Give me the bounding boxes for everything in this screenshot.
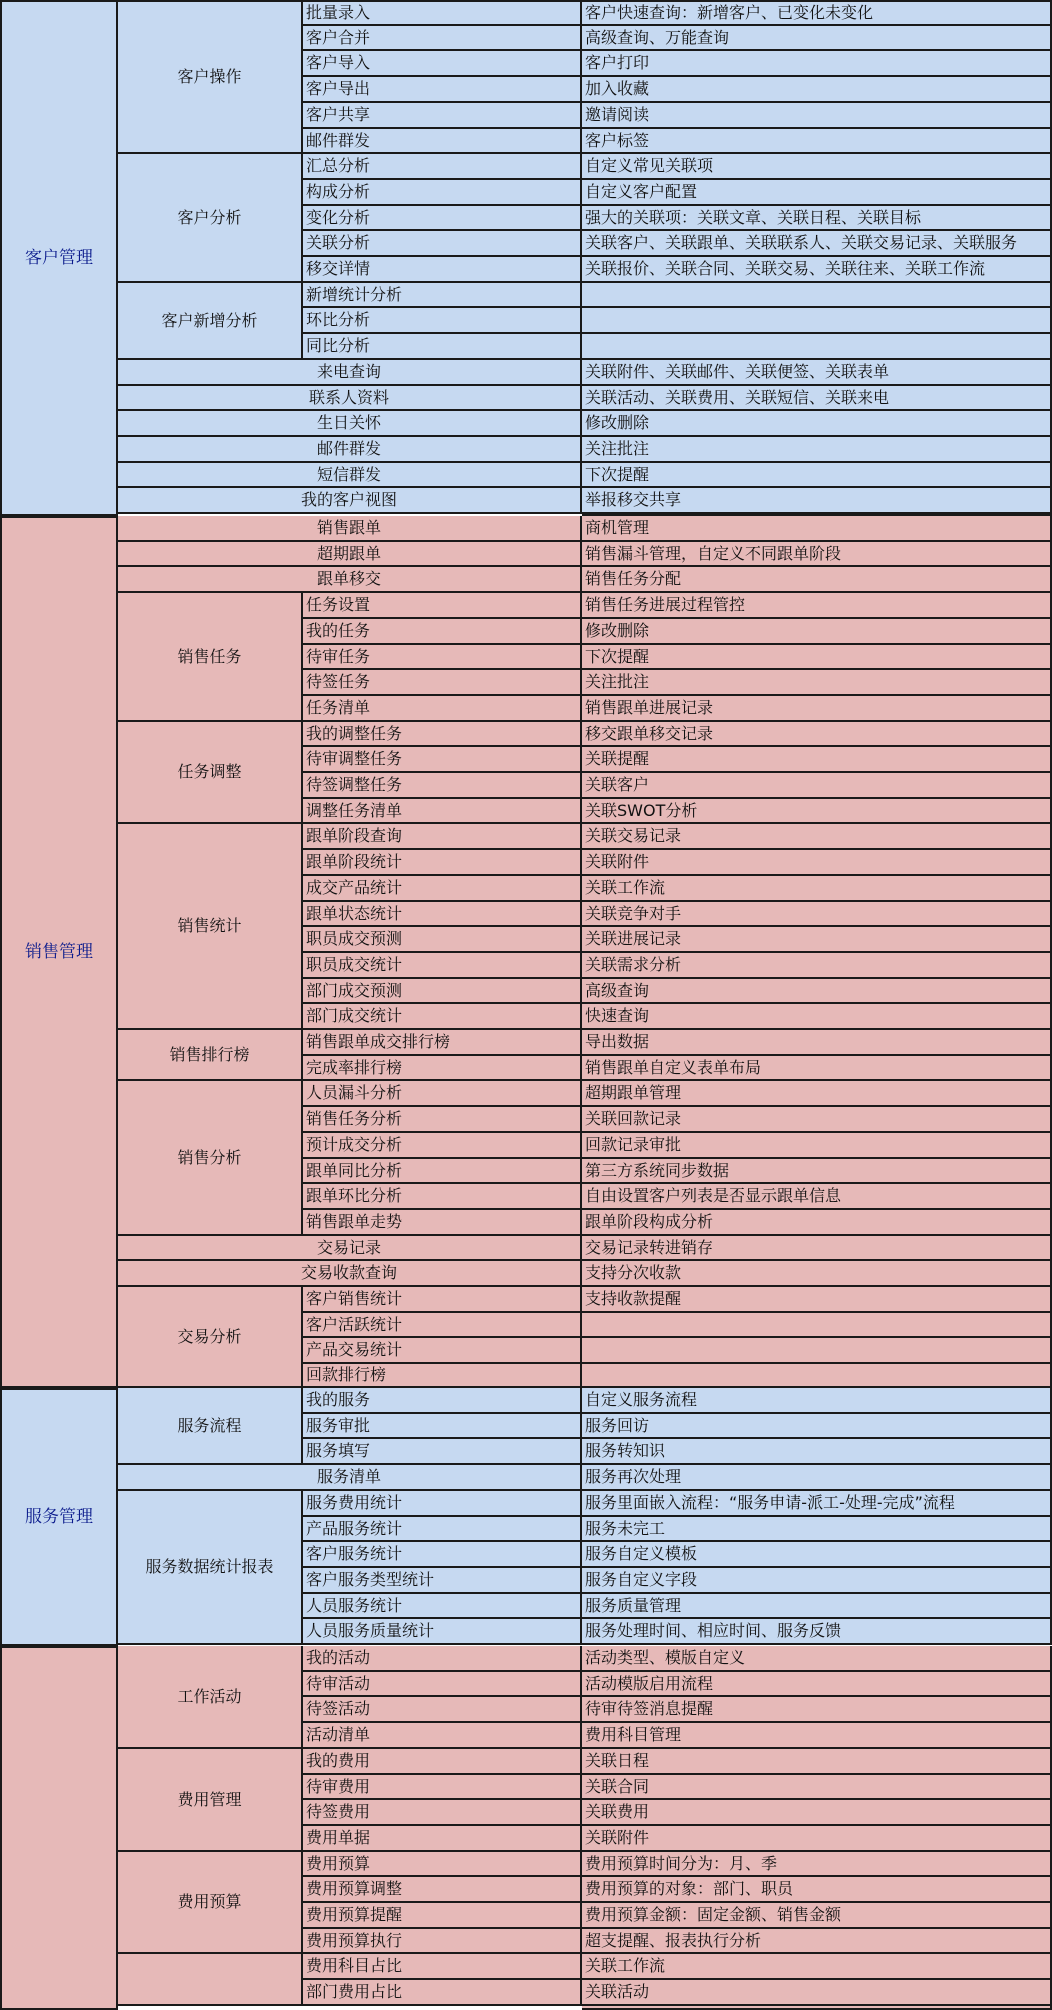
feature-cell: 待签费用: [303, 1800, 582, 1826]
feature-cell: 职员成交预测: [303, 927, 582, 953]
submodule-cell: 超期跟单: [118, 542, 582, 567]
note-cell: 加入收藏: [582, 77, 1052, 103]
feature-cell: 费用预算提醒: [303, 1903, 582, 1929]
feature-cell: 任务清单: [303, 696, 582, 722]
note-cell: 快速查询: [582, 1004, 1052, 1030]
note-cell: 支持收款提醒: [582, 1287, 1052, 1313]
feature-cell: 邮件群发: [303, 129, 582, 154]
feature-cell: 服务审批: [303, 1414, 582, 1439]
module-cell: [0, 1646, 118, 2010]
note-cell-empty: [582, 2006, 1052, 2010]
feature-cell: 销售任务分析: [303, 1107, 582, 1133]
note-cell: 服务再次处理: [582, 1465, 1052, 1491]
submodule-cell: 客户分析: [118, 154, 303, 283]
feature-cell: 关联分析: [303, 231, 582, 257]
feature-cell: 移交详情: [303, 257, 582, 283]
feature-cell: 待签调整任务: [303, 773, 582, 799]
note-cell: 回款记录审批: [582, 1133, 1052, 1159]
note-cell: 关联日程: [582, 1749, 1052, 1775]
note-cell: 关联竞争对手: [582, 902, 1052, 927]
feature-cell: 新增统计分析: [303, 283, 582, 308]
note-cell: 关联工作流: [582, 876, 1052, 902]
note-cell: 邀请阅读: [582, 103, 1052, 129]
submodule-cell: 服务数据统计报表: [118, 1491, 303, 1645]
feature-cell: 成交产品统计: [303, 876, 582, 902]
feature-cell: 客户销售统计: [303, 1287, 582, 1313]
note-cell: 销售漏斗管理，自定义不同跟单阶段: [582, 542, 1052, 567]
feature-cell: 同比分析: [303, 334, 582, 360]
feature-cell: 客户服务统计: [303, 1542, 582, 1568]
note-cell: 活动类型、模版自定义: [582, 1646, 1052, 1672]
submodule-cell: 交易分析: [118, 1287, 303, 1388]
note-cell: 关联客户、关联跟单、关联联系人、关联交易记录、关联服务: [582, 231, 1052, 257]
note-cell: 关联交易记录: [582, 824, 1052, 850]
feature-cell: 我的服务: [303, 1388, 582, 1414]
feature-cell: 费用预算: [303, 1852, 582, 1877]
feature-cell: 我的费用: [303, 1749, 582, 1775]
note-cell: 客户快速查询：新增客户、已变化未变化: [582, 0, 1052, 26]
note-cell: 关联回款记录: [582, 1107, 1052, 1133]
feature-cell: 客户服务类型统计: [303, 1568, 582, 1594]
note-cell: 销售跟单进展记录: [582, 696, 1052, 722]
feature-cell: 跟单同比分析: [303, 1159, 582, 1184]
note-cell: 修改删除: [582, 619, 1052, 645]
note-cell: 关联进展记录: [582, 927, 1052, 953]
note-cell: 关注批注: [582, 670, 1052, 696]
note-cell: 第三方系统同步数据: [582, 1159, 1052, 1184]
submodule-cell: 销售排行榜: [118, 1030, 303, 1081]
note-cell: 客户标签: [582, 129, 1052, 154]
note-cell: 关联需求分析: [582, 953, 1052, 979]
feature-cell: 待签任务: [303, 670, 582, 696]
feature-cell: 人员服务统计: [303, 1594, 582, 1619]
note-cell: 支持分次收款: [582, 1261, 1052, 1287]
note-cell: 强大的关联项：关联文章、关联日程、关联目标: [582, 206, 1052, 231]
feature-cell: 回款排行榜: [303, 1364, 582, 1388]
submodule-cell: [118, 1954, 303, 2006]
module-cell: 销售管理: [0, 516, 118, 1388]
note-cell: 费用科目管理: [582, 1723, 1052, 1749]
feature-cell: 活动清单: [303, 1723, 582, 1749]
submodule-cell: 短信群发: [118, 463, 582, 488]
feature-cell: 构成分析: [303, 180, 582, 206]
note-cell: [582, 1364, 1052, 1388]
note-cell: 修改删除: [582, 411, 1052, 437]
submodule-cell: 我的客户视图: [118, 488, 582, 514]
submodule-cell: 费用管理: [118, 1749, 303, 1852]
note-cell: 关注批注: [582, 437, 1052, 463]
note-cell: 服务自定义模板: [582, 1542, 1052, 1568]
feature-cell: 客户共享: [303, 103, 582, 129]
feature-cell: 客户合并: [303, 26, 582, 51]
note-cell: 费用预算时间分为：月、季: [582, 1852, 1052, 1877]
submodule-cell: 服务清单: [118, 1465, 582, 1491]
note-cell: 服务转知识: [582, 1439, 1052, 1465]
note-cell: 销售任务分配: [582, 567, 1052, 593]
note-cell: 服务处理时间、相应时间、服务反馈: [582, 1619, 1052, 1645]
feature-cell: 待审费用: [303, 1775, 582, 1800]
note-cell: 下次提醒: [582, 463, 1052, 488]
note-cell: 高级查询、万能查询: [582, 26, 1052, 51]
submodule-cell: 销售跟单: [118, 516, 582, 542]
feature-cell: 部门成交统计: [303, 1004, 582, 1030]
feature-cell: 服务费用统计: [303, 1491, 582, 1517]
note-cell: 自定义常见关联项: [582, 154, 1052, 180]
note-cell: 移交跟单移交记录: [582, 722, 1052, 747]
note-cell: 关联附件: [582, 1826, 1052, 1852]
feature-cell: 我的任务: [303, 619, 582, 645]
feature-cell: 部门费用占比: [303, 1980, 582, 2006]
note-cell: 服务里面嵌入流程：“服务申请-派工-处理-完成”流程: [582, 1491, 1052, 1517]
note-cell: 高级查询: [582, 979, 1052, 1004]
feature-cell: 待审活动: [303, 1672, 582, 1697]
feature-cell: 部门成交预测: [303, 979, 582, 1004]
feature-cell: 产品服务统计: [303, 1517, 582, 1542]
note-cell: 关联报价、关联合同、关联交易、关联往来、关联工作流: [582, 257, 1052, 283]
submodule-cell: 任务调整: [118, 722, 303, 824]
submodule-cell: 交易收款查询: [118, 1261, 582, 1287]
note-cell: 关联活动、关联费用、关联短信、关联来电: [582, 386, 1052, 411]
feature-cell: 预计成交分析: [303, 1133, 582, 1159]
feature-cell: 跟单环比分析: [303, 1184, 582, 1210]
note-cell: 服务自定义字段: [582, 1568, 1052, 1594]
note-cell: [582, 334, 1052, 360]
note-cell: 自定义服务流程: [582, 1388, 1052, 1414]
feature-cell: 费用预算调整: [303, 1877, 582, 1903]
note-cell: 交易记录转进销存: [582, 1236, 1052, 1261]
submodule-cell: 服务流程: [118, 1388, 303, 1465]
note-cell: 销售跟单自定义表单布局: [582, 1056, 1052, 1081]
note-cell: [582, 1313, 1052, 1338]
note-cell: [582, 1338, 1052, 1364]
feature-cell: 跟单阶段查询: [303, 824, 582, 850]
note-cell: 活动模版启用流程: [582, 1672, 1052, 1697]
feature-cell: 客户活跃统计: [303, 1313, 582, 1338]
submodule-cell: 客户新增分析: [118, 283, 303, 360]
note-cell: 费用预算的对象：部门、职员: [582, 1877, 1052, 1903]
note-cell: 关联费用: [582, 1800, 1052, 1826]
feature-cell: 费用科目占比: [303, 1954, 582, 1980]
feature-cell: 环比分析: [303, 308, 582, 334]
note-cell: 关联客户: [582, 773, 1052, 799]
note-cell: 跟单阶段构成分析: [582, 1210, 1052, 1236]
note-cell: 服务质量管理: [582, 1594, 1052, 1619]
feature-cell: 客户导出: [303, 77, 582, 103]
feature-cell: 我的调整任务: [303, 722, 582, 747]
note-cell: 费用预算金额：固定金额、销售金额: [582, 1903, 1052, 1929]
submodule-cell: 跟单移交: [118, 567, 582, 593]
feature-cell: 完成率排行榜: [303, 1056, 582, 1081]
submodule-cell: 生日关怀: [118, 411, 582, 437]
submodule-cell: 客户操作: [118, 0, 303, 154]
note-cell: 待审待签消息提醒: [582, 1697, 1052, 1723]
feature-cell: 跟单阶段统计: [303, 850, 582, 876]
feature-cell: 服务填写: [303, 1439, 582, 1465]
submodule-cell: 邮件群发: [118, 437, 582, 463]
feature-cell: 职员成交统计: [303, 953, 582, 979]
note-cell: 下次提醒: [582, 645, 1052, 670]
note-cell: 关联SWOT分析: [582, 799, 1052, 824]
feature-cell: 变化分析: [303, 206, 582, 231]
note-cell: 导出数据: [582, 1030, 1052, 1056]
note-cell: 超期跟单管理: [582, 1081, 1052, 1107]
note-cell: 销售任务进展过程管控: [582, 593, 1052, 619]
feature-cell: 客户导入: [303, 51, 582, 77]
feature-cell: 我的活动: [303, 1646, 582, 1672]
feature-cell: 任务设置: [303, 593, 582, 619]
note-cell: 超支提醒、报表执行分析: [582, 1929, 1052, 1954]
feature-cell: 产品交易统计: [303, 1338, 582, 1364]
note-cell: 服务未完工: [582, 1517, 1052, 1542]
submodule-cell: 交易记录: [118, 1236, 582, 1261]
feature-cell: 待审任务: [303, 645, 582, 670]
module-cell: 客户管理: [0, 0, 118, 516]
note-cell: 关联附件、关联邮件、关联便签、关联表单: [582, 360, 1052, 386]
feature-cell: 调整任务清单: [303, 799, 582, 824]
feature-cell: 人员漏斗分析: [303, 1081, 582, 1107]
feature-cell: 销售跟单成交排行榜: [303, 1030, 582, 1056]
note-cell: 关联活动: [582, 1980, 1052, 2006]
note-cell: [582, 283, 1052, 308]
note-cell: 服务回访: [582, 1414, 1052, 1439]
note-cell: 自由设置客户列表是否显示跟单信息: [582, 1184, 1052, 1210]
submodule-cell: 销售统计: [118, 824, 303, 1030]
note-cell: 自定义客户配置: [582, 180, 1052, 206]
feature-cell: 批量录入: [303, 0, 582, 26]
feature-cell: 费用预算执行: [303, 1929, 582, 1954]
note-cell: 关联附件: [582, 850, 1052, 876]
note-cell: 关联提醒: [582, 747, 1052, 773]
note-cell: [582, 308, 1052, 334]
feature-cell: 跟单状态统计: [303, 902, 582, 927]
module-cell: 服务管理: [0, 1388, 118, 1646]
feature-cell: 人员服务质量统计: [303, 1619, 582, 1645]
submodule-cell: 工作活动: [118, 1646, 303, 1749]
note-cell: 客户打印: [582, 51, 1052, 77]
submodule-cell: 联系人资料: [118, 386, 582, 411]
note-cell: 关联工作流: [582, 1954, 1052, 1980]
note-cell: 举报移交共享: [582, 488, 1052, 514]
note-cell: 关联合同: [582, 1775, 1052, 1800]
note-cell: 商机管理: [582, 516, 1052, 542]
feature-cell: 汇总分析: [303, 154, 582, 180]
submodule-cell: 费用预算: [118, 1852, 303, 1954]
submodule-cell: 来电查询: [118, 360, 582, 386]
feature-cell: 费用单据: [303, 1826, 582, 1852]
feature-cell: 待审调整任务: [303, 747, 582, 773]
feature-cell: 销售跟单走势: [303, 1210, 582, 1236]
submodule-cell: 销售分析: [118, 1081, 303, 1236]
submodule-cell: 销售任务: [118, 593, 303, 722]
feature-cell: 待签活动: [303, 1697, 582, 1723]
